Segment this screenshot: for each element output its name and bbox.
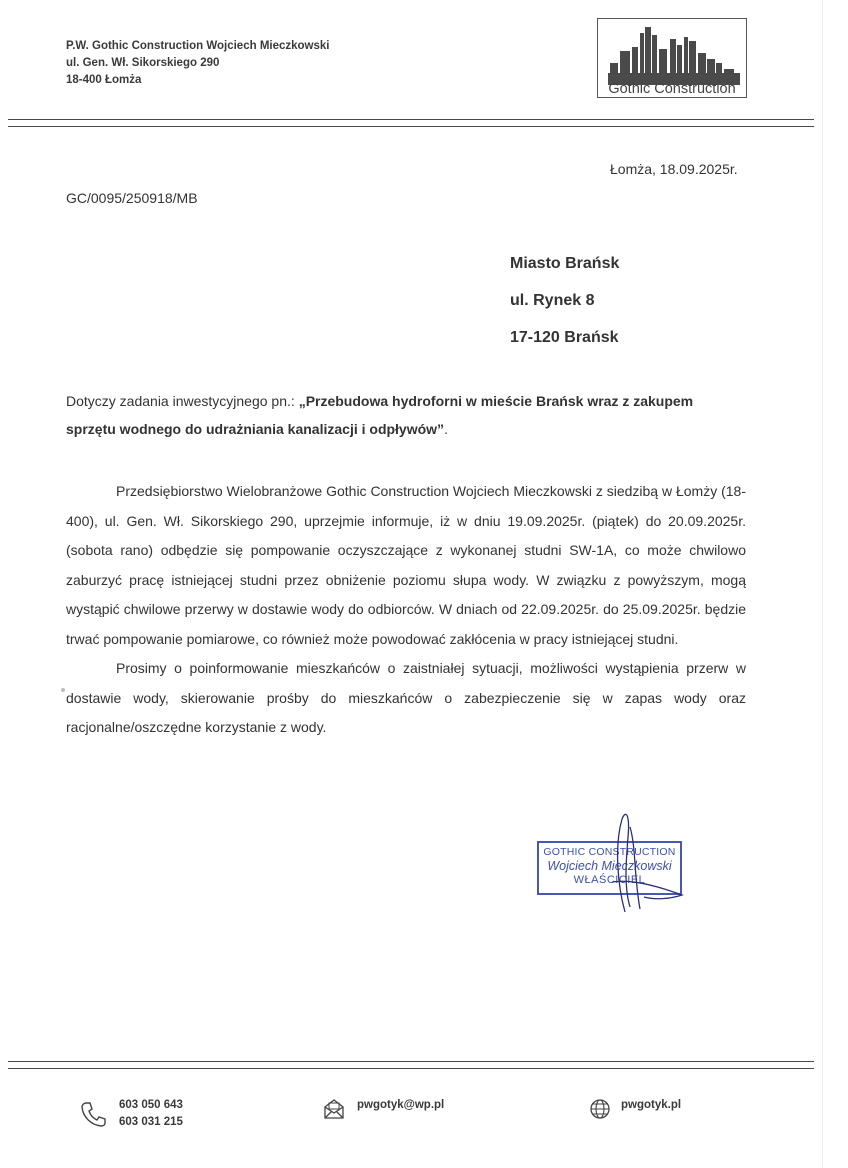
company-address-block <box>66 38 329 89</box>
company-logo <box>597 18 747 98</box>
phone-number-2[interactable]: 603 031 215 <box>119 1116 183 1128</box>
subject-prefix: Dotyczy zadania inwestycyjnego pn.: <box>66 393 299 409</box>
footer-phones <box>119 1097 183 1131</box>
subject-line <box>66 387 746 443</box>
place-date: Łomża, 18.09.2025r. <box>610 161 738 177</box>
company-name: P.W. Gothic Construction Wojciech Mieczkowski <box>66 40 330 52</box>
reference-number: GC/0095/250918/MB <box>66 190 198 206</box>
globe-icon <box>589 1098 611 1120</box>
recipient-city: 17-120 Brańsk <box>510 329 619 346</box>
recipient-name: Miasto Brańsk <box>510 255 620 272</box>
handwritten-signature <box>600 807 690 917</box>
phone-icon <box>80 1100 108 1128</box>
company-city: 18-400 Łomża <box>66 74 142 86</box>
footer-rule-top <box>8 1061 814 1062</box>
logo-text: Gothic Construction <box>608 81 736 97</box>
header-rule-bottom <box>8 126 814 127</box>
subject-title: „Przebudowa hydroforni w mieście Brańsk wraz z zakupem sprzętu wodnego do udrażniania kanalizacji i odpływów” <box>66 393 694 437</box>
body-paragraph-2: Prosimy o poinformowanie mieszkańców o zaistniałej sytuacji, możliwości wystąpienia przerw w dostawie wody, skierowanie prośby do mieszkańców o zabezpieczenie się w zapas wody oraz racjonalne/oszczędne korzystanie z wody. <box>66 660 746 735</box>
footer-website[interactable]: pwgotyk.pl <box>621 1099 682 1111</box>
body-paragraph-1: Przedsiębiorstwo Wielobranżowe Gothic Construction Wojciech Mieczkowski z siedzibą w Łomży (18-400), ul. Gen. Wł. Sikorskiego 290, uprzejmie informuje, iż w dniu 19.09.2025r. (piątek) do 20.09.2025r. (sobota rano) odbędzie się pompowanie oczyszczające z wykonanej studni SW-1A, co może chwilowo zaburzyć pracę istniejącej studni przez obniżenie poziomu słupa wody. W związku z powyższym, mogą wystąpić chwilowe przerwy w dostawie wody do odbiorców. W dniach od 22.09.2025r. do 25.09.2025r. będzie trwać pompowanie pomiarowe, co również może powodować zakłócenia w pracy istniejącej studni. <box>66 483 746 647</box>
subject-suffix: . <box>444 421 448 437</box>
header-rule-top <box>8 119 814 120</box>
stamp-line-role: WŁAŚCICIEL <box>573 874 646 886</box>
stamp-line-name: Wojciech Mieczkowski <box>547 859 672 873</box>
recipient-street: ul. Rynek 8 <box>510 292 595 309</box>
letter-body <box>66 477 746 743</box>
phone-number-1[interactable]: 603 050 643 <box>119 1099 183 1111</box>
footer-rule-bottom <box>8 1068 814 1069</box>
scan-edge-line <box>822 0 823 1168</box>
scan-speck <box>61 688 65 692</box>
recipient-address <box>510 253 619 364</box>
company-street: ul. Gen. Wł. Sikorskiego 290 <box>66 57 220 69</box>
stamp-line-company: GOTHIC CONSTRUCTION <box>543 846 676 858</box>
email-icon <box>322 1097 346 1121</box>
footer-email[interactable]: pwgotyk@wp.pl <box>357 1099 445 1111</box>
